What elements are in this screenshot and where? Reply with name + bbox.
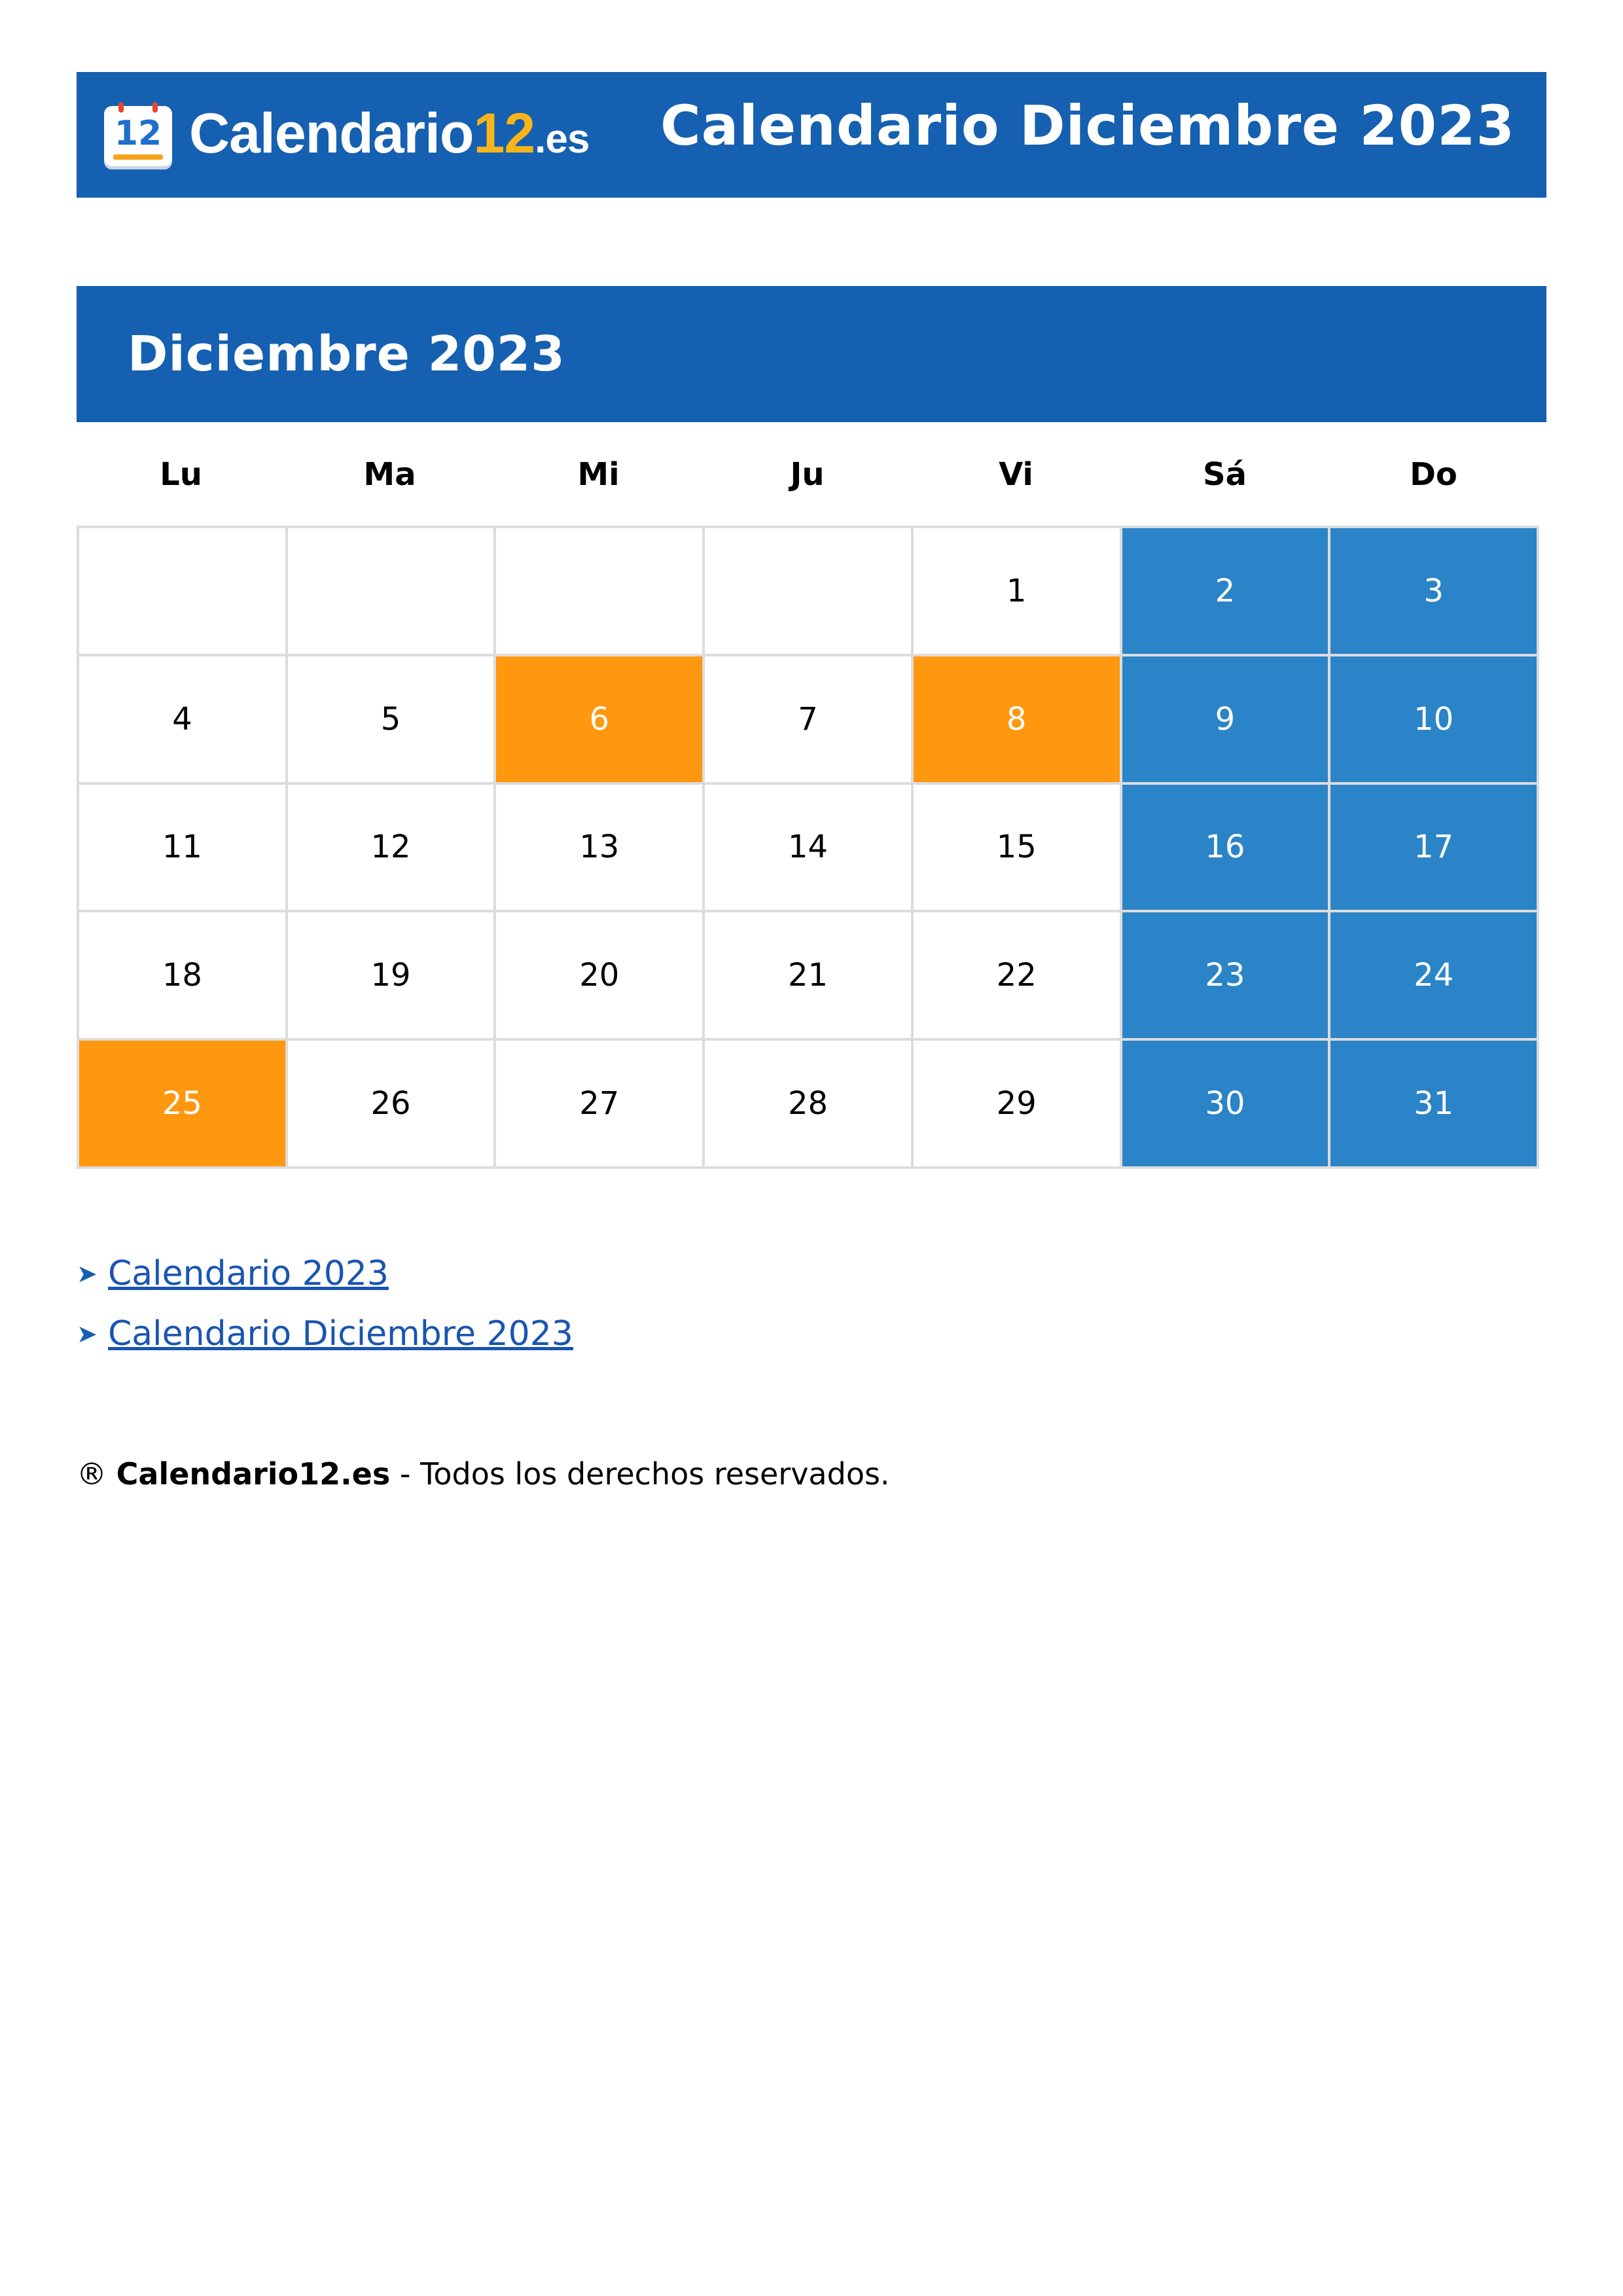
empty-day-cell bbox=[79, 528, 288, 656]
month-title: Diciembre 2023 bbox=[128, 326, 565, 382]
day-cell: 4 bbox=[79, 656, 288, 785]
day-cell: 15 bbox=[914, 785, 1122, 913]
footer-text: - Todos los derechos reservados. bbox=[399, 1456, 890, 1492]
arrow-right-icon: ➤ bbox=[77, 1259, 98, 1288]
day-cell: 20 bbox=[496, 912, 705, 1041]
site-logo[interactable] bbox=[104, 101, 590, 168]
calendar-grid bbox=[77, 526, 1539, 1169]
weekday-label: Vi bbox=[999, 456, 1033, 493]
day-cell: 14 bbox=[705, 785, 914, 913]
day-cell: 29 bbox=[914, 1041, 1122, 1169]
day-cell: 5 bbox=[288, 656, 497, 785]
day-cell: 1 bbox=[914, 528, 1122, 656]
empty-day-cell bbox=[496, 528, 705, 656]
calendar-icon bbox=[104, 106, 172, 166]
day-cell: 21 bbox=[705, 912, 914, 1041]
footer-brand: Calendario12.es bbox=[116, 1456, 391, 1492]
empty-day-cell bbox=[705, 528, 914, 656]
site-header bbox=[77, 72, 1546, 198]
day-cell: 12 bbox=[288, 785, 497, 913]
weekday-label: Mi bbox=[577, 456, 620, 493]
weekday-label: Sá bbox=[1203, 456, 1247, 493]
day-cell: 10 bbox=[1330, 656, 1539, 785]
day-cell: 18 bbox=[79, 912, 288, 1041]
day-cell: 27 bbox=[496, 1041, 705, 1169]
logo-name-accent: 12 bbox=[473, 101, 535, 165]
day-cell: 23 bbox=[1122, 912, 1331, 1041]
month-banner bbox=[77, 286, 1546, 422]
day-cell: 28 bbox=[705, 1041, 914, 1169]
weekday-header bbox=[77, 445, 1538, 504]
related-links bbox=[77, 1244, 573, 1364]
logo-name-tld: .es bbox=[535, 116, 590, 162]
logo-name-main: Calendario bbox=[189, 101, 474, 165]
weekday-label: Ju bbox=[790, 456, 825, 493]
day-cell: 26 bbox=[288, 1041, 497, 1169]
day-cell: 24 bbox=[1330, 912, 1539, 1041]
weekday-label: Lu bbox=[160, 456, 202, 493]
weekday-label: Do bbox=[1410, 456, 1457, 493]
day-cell: 13 bbox=[496, 785, 705, 913]
day-cell: 11 bbox=[79, 785, 288, 913]
day-cell: 16 bbox=[1122, 785, 1331, 913]
day-cell: 8 bbox=[914, 656, 1122, 785]
day-cell: 7 bbox=[705, 656, 914, 785]
footer bbox=[77, 1456, 890, 1492]
day-cell: 30 bbox=[1122, 1041, 1331, 1169]
day-cell: 6 bbox=[496, 656, 705, 785]
link-calendario-diciembre-2023[interactable]: Calendario Diciembre 2023 bbox=[108, 1314, 573, 1354]
link-calendario-2023[interactable]: Calendario 2023 bbox=[108, 1254, 389, 1293]
link-row bbox=[77, 1304, 573, 1364]
link-row bbox=[77, 1244, 573, 1304]
day-cell: 25 bbox=[79, 1041, 288, 1169]
day-cell: 31 bbox=[1330, 1041, 1539, 1169]
day-cell: 17 bbox=[1330, 785, 1539, 913]
day-cell: 3 bbox=[1330, 528, 1539, 656]
registered-symbol: ® bbox=[77, 1456, 107, 1492]
day-cell: 19 bbox=[288, 912, 497, 1041]
weekday-label: Ma bbox=[363, 456, 416, 493]
day-cell: 9 bbox=[1122, 656, 1331, 785]
empty-day-cell bbox=[288, 528, 497, 656]
page-title: Calendario Diciembre 2023 bbox=[660, 94, 1515, 158]
logo-wordmark bbox=[189, 102, 589, 171]
logo-icon-number: 12 bbox=[114, 114, 162, 153]
day-cell: 22 bbox=[914, 912, 1122, 1041]
arrow-right-icon: ➤ bbox=[77, 1319, 98, 1348]
day-cell: 2 bbox=[1122, 528, 1331, 656]
